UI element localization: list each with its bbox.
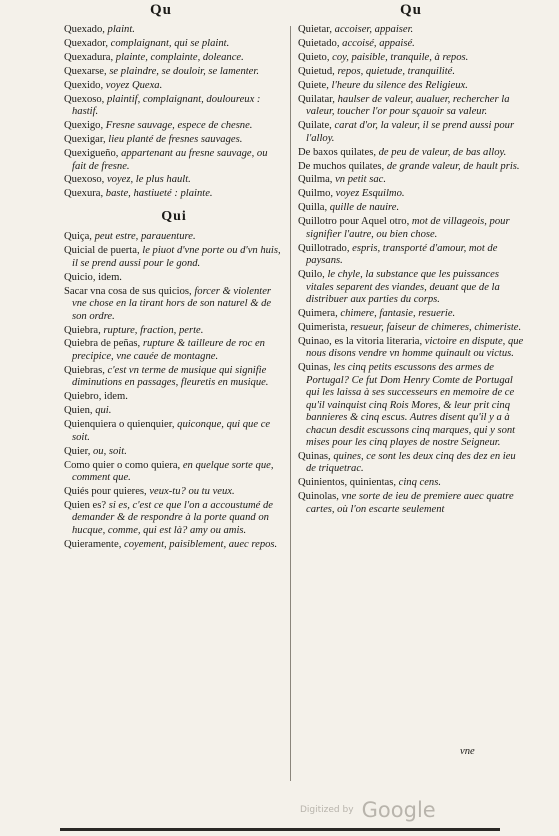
entry-definition: voyez Quexa. [105,79,163,91]
entry-definition: de peu de valeur, de bas alloy. [378,146,507,158]
dictionary-entry [298,52,526,64]
dictionary-entry [298,308,526,320]
left-entries-after [64,231,284,551]
entry-definition: le chyle, la substance que les puissances vitales separent des viandes, deuant que de la distribuer aux parties du corps. [306,269,500,306]
entry-definition: rupture, fraction, perte. [103,324,204,336]
entry-headword: Quexador, [64,37,111,49]
dictionary-entry [64,325,284,337]
entry-headword: Quilate, [298,120,335,132]
entry-headword: Quiça, [64,231,95,243]
entry-headword: Quexura, [64,188,106,200]
dictionary-entry [64,134,284,146]
entry-definition: voyez Esquilmo. [335,188,405,200]
entry-headword: Quexoso, [64,174,107,186]
entry-headword: Quexado, [64,24,108,35]
entry-definition: c'est vn terme de musique qui signifie diminutions en passages, fleuretis en musique. [72,364,269,389]
entry-definition: les cinq petits escussons des armes de Portugal? Ce fut Dom Henry Comte de Portugal qui les laissa à ses successeurs en memoire de ce qu'il vainquist cinq Rois Mores, & leur prit cinq bannieres & cinq escus. Autres disent qu'il y a à chacun desdit escussons cinq marques, qui y sont mises pour les cinq playes de nostre Seigneur. [306,362,516,449]
dictionary-entry [64,365,284,390]
dictionary-entry [64,66,284,78]
entry-headword: Quinientos, quinientas, [298,477,399,489]
entry-headword: Quilo, [298,269,328,281]
entry-definition: complaignant, qui se plaint. [110,37,230,49]
dictionary-entry [298,147,526,159]
entry-definition: voyez, le plus hault. [106,174,191,186]
entry-headword: Quexido, [64,79,106,91]
dictionary-entry [64,391,284,403]
entry-headword: Quietar, [298,24,335,35]
entry-definition: coyement, paisiblement, auec repos. [124,538,278,550]
dictionary-entry [298,477,526,489]
entry-definition: cinq cens. [398,477,442,489]
entry-definition: quille de nauire. [329,202,400,214]
entry-headword: Quiebra de peñas, [64,338,143,350]
dictionary-entry [298,120,526,145]
entry-definition: chimere, fantasie, resuerie. [340,308,456,320]
dictionary-entry [64,38,284,50]
entry-definition: lieu planté de fresnes sauvages. [108,134,243,146]
entry-definition: plainte, complainte, doleance. [115,51,244,63]
entry-headword: Quietud, [298,65,338,77]
dictionary-entry [64,120,284,132]
dictionary-entry [64,486,284,498]
entry-definition: quines, ce sont les deux cinq des dez en ieu de triquetrac. [306,451,516,475]
watermark-brand: Google [361,798,436,822]
entry-definition: appartenant au fresne sauvage, ou fait de fresne. [72,148,268,172]
entry-definition: carat d'or, la valeur, il se prend aussi pour l'alloy. [306,120,515,144]
dictionary-entry [298,24,526,36]
dictionary-entry [64,286,284,323]
entry-definition: en quelque sorte que, comment que. [72,459,274,483]
dictionary-entry [298,491,526,516]
entry-headword: De muchos quilates, [298,160,387,172]
entry-headword: Quinas, [298,451,334,462]
dictionary-entry [64,148,284,173]
dictionary-entry [64,419,284,444]
entry-headword: Quexigo, [64,120,106,132]
entry-headword: Quilma, [298,174,336,186]
dictionary-entry [298,94,526,119]
entry-definition: coy, paisible, tranquile, à repos. [332,51,469,63]
dictionary-entry [64,446,284,458]
running-head-left: Qu [150,2,173,18]
dictionary-entry [64,500,284,537]
entry-definition: accoiser, appaiser. [334,24,414,35]
entry-definition: rupture & tailleure de roc en precipice, vne cauée de montagne. [72,338,265,362]
entry-headword: Quicial de puerta, [64,245,143,257]
entry-headword: Quinolas, [298,491,342,503]
dictionary-entry [64,52,284,64]
dictionary-entry [298,161,526,173]
entry-definition: espris, transporté d'amour, mot de paysans. [306,242,498,267]
watermark-prefix: Digitized by [300,805,354,815]
entry-definition: baste, hastiueté : plainte. [105,188,213,200]
entry-definition: plaint. [107,24,135,35]
entry-headword: Quiebra, [64,324,104,336]
entry-definition: resueur, faiseur de chimeres, chimeriste. [350,321,522,333]
entry-headword: Quilmo, [298,188,336,200]
entry-definition: si es, c'est ce que l'on a accoustumé de demander & de respondre à la porte quand on hucque, comme, qui est là? amy ou amis. [72,499,273,536]
entry-definition: victoire en dispute, que nous disons vendre vn homme quinault ou victus. [306,335,524,360]
entry-headword: Quexoso, [64,93,107,105]
dictionary-entry [64,231,284,243]
right-column [298,24,526,518]
page-bottom-edge [60,828,500,831]
dictionary-entry [298,174,526,186]
entry-headword: Quiebro, idem. [64,391,128,403]
entry-headword: De baxos quilates, [298,146,379,158]
dictionary-entry [298,362,526,449]
entry-headword: Quinas, [298,362,334,374]
dictionary-entry [298,336,526,361]
dictionary-entry [298,202,526,214]
entry-definition: ou, soit. [93,445,127,457]
entry-headword: Quimera, [298,308,341,320]
entry-headword: Quiés pour quieres, [64,485,150,497]
dictionary-entry [298,216,526,241]
dictionary-entry [298,66,526,78]
dictionary-entry [64,245,284,270]
dictionary-entry [298,38,526,50]
entry-headword: Quiete, [298,79,332,91]
entry-headword: Quieramente, [64,538,125,550]
entry-definition: veux-tu? ou tu veux. [149,485,235,497]
entry-definition: Fresne sauvage, espece de chesne. [105,120,253,132]
entry-headword: Quiebras, [64,364,108,376]
entry-headword: Quexigar, [64,134,109,146]
dictionary-entry [298,188,526,200]
entry-headword: Quietado, [298,37,343,49]
catchword: vne [460,746,475,757]
entry-headword: Quilatar, [298,93,338,105]
entry-definition: qui. [95,405,112,417]
entry-definition: forcer & violenter vne chose en la tirant hors de son naturel & de son ordre. [72,285,272,322]
entry-definition: se plaindre, se douloir, se lamenter. [109,65,259,77]
entry-headword: Quillotro pour Aquel otro, [298,216,412,228]
entry-definition: de grande valeur, de hault pris. [386,160,520,172]
entry-headword: Quexigueño, [64,148,122,160]
dictionary-entry [298,243,526,268]
running-head-right: Qu [400,2,423,18]
dictionary-entry [298,269,526,306]
dictionary-entry [64,539,284,551]
dictionary-entry [64,188,284,200]
left-column [64,24,284,553]
entry-definition: quiconque, qui que ce soit. [72,419,271,443]
entry-headword: Quicio, idem. [64,271,122,283]
entry-headword: Quimerista, [298,321,351,333]
dictionary-entry [64,94,284,119]
left-entries-before [64,24,284,201]
entry-definition: plaintif, complaignant, douloureux : hastif. [72,93,261,118]
dictionary-entry [64,272,284,284]
entry-definition: l'heure du silence des Religieux. [331,79,468,91]
dictionary-entry [64,24,284,36]
dictionary-entry [298,80,526,92]
entry-headword: Quien, [64,405,96,417]
entry-headword: Sacar vna cosa de sus quicios, [64,285,195,297]
entry-definition: vne sorte de ieu de premiere auec quatre cartes, où l'on escarte seulement [306,491,514,515]
entry-definition: accoisé, appaisé. [342,37,415,49]
entry-headword: Como quier o como quiera, [64,459,183,471]
dictionary-entry [298,451,526,476]
entry-definition: mot de villageois, pour signifier l'autre, ou bien chose. [306,216,510,240]
entry-definition: peut estre, parauenture. [94,231,196,243]
entry-definition: repos, quietude, tranquilité. [337,65,456,77]
entry-headword: Quilla, [298,202,330,214]
dictionary-entry [64,405,284,417]
entry-definition: haulser de valeur, aualuer, rechercher la valeur, toucher l'or pour sçauoir sa valeur. [306,93,510,118]
dictionary-entry [64,174,284,186]
entry-definition: vn petit sac. [335,174,386,186]
entry-headword: Quexarse, [64,65,110,77]
entry-headword: Quienquiera o quienquier, [64,419,178,431]
dictionary-entry [298,322,526,334]
dictionary-entry [64,338,284,363]
entry-headword: Quinao, es la vitoria literaria, [298,335,425,347]
entry-headword: Quier, [64,445,93,457]
column-rule [290,26,291,781]
section-heading: Qui [161,208,187,224]
entry-headword: Quieto, [298,51,333,63]
entry-headword: Quillotrado, [298,242,353,254]
digitized-watermark [300,798,436,822]
dictionary-entry [64,80,284,92]
entry-headword: Quexadura, [64,51,116,63]
dictionary-entry [64,460,284,485]
entry-headword: Quien es? [64,499,109,511]
entry-definition: le piuot d'vne porte ou d'vn huis, il se prend aussi pour le gond. [72,245,281,269]
right-entries [298,24,526,516]
